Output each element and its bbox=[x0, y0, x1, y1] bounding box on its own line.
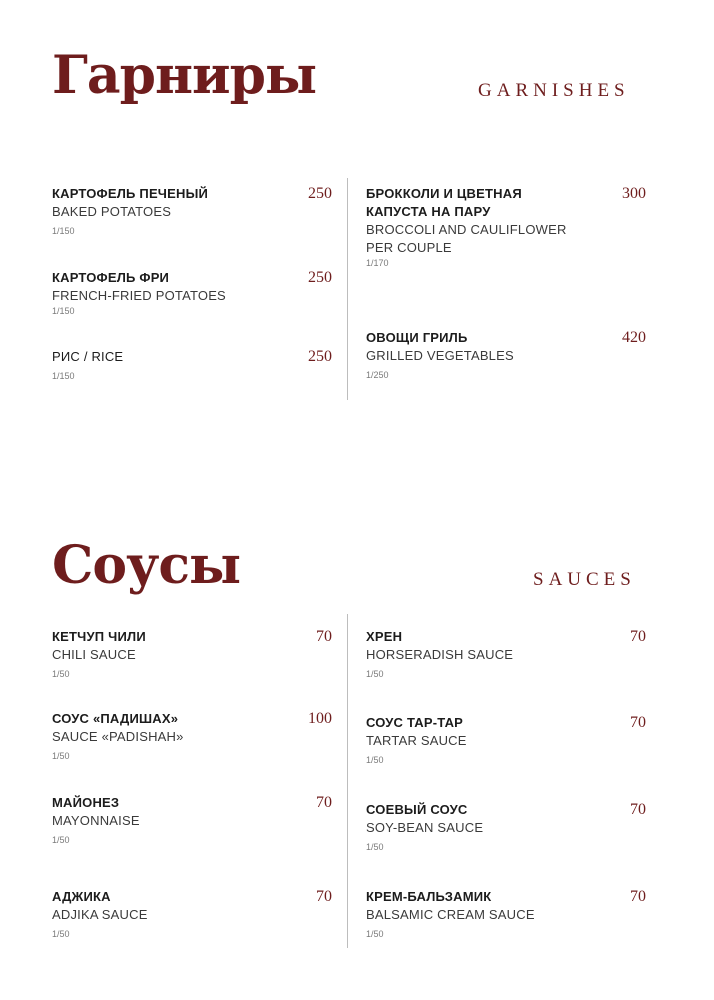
menu-item bbox=[52, 888, 332, 940]
item-name-en: MAYONNAISE bbox=[52, 813, 140, 828]
menu-item bbox=[366, 329, 646, 381]
menu-item bbox=[52, 185, 332, 237]
item-name-ru: СОУС ТАР-ТАР bbox=[366, 715, 464, 730]
item-name-ru: АДЖИКА bbox=[52, 889, 111, 904]
item-name-ru: МАЙОНЕЗ bbox=[52, 795, 120, 810]
item-name-en: BROCCOLI AND CAULIFLOWER PER COUPLE bbox=[366, 222, 567, 255]
item-name-ru: РИС / RICE bbox=[52, 349, 124, 364]
item-portion: 1/50 bbox=[366, 842, 384, 852]
item-name-en: BALSAMIC CREAM SAUCE bbox=[366, 907, 535, 922]
item-portion: 1/170 bbox=[366, 258, 389, 268]
item-price: 300 bbox=[622, 185, 646, 202]
sauces-title-en: SAUCES bbox=[533, 569, 636, 590]
menu-item bbox=[366, 888, 646, 940]
item-name-en: HORSERADISH SAUCE bbox=[366, 647, 514, 662]
menu-item bbox=[52, 710, 332, 762]
item-name-ru: СОУС «ПАДИШАХ» bbox=[52, 711, 179, 726]
item-name-ru: ОВОЩИ ГРИЛЬ bbox=[366, 330, 468, 345]
menu-item bbox=[52, 269, 332, 317]
menu-item bbox=[366, 801, 646, 853]
garnishes-column-divider bbox=[347, 178, 348, 400]
item-portion: 1/50 bbox=[52, 835, 70, 845]
item-price: 70 bbox=[630, 888, 646, 905]
item-portion: 1/50 bbox=[52, 669, 70, 679]
item-portion: 1/50 bbox=[366, 755, 384, 765]
garnishes-title-en: GARNISHES bbox=[478, 80, 630, 101]
item-name-ru: СОЕВЫЙ СОУС bbox=[366, 802, 468, 817]
item-portion: 1/150 bbox=[52, 226, 75, 236]
menu-item bbox=[366, 714, 646, 766]
item-price: 70 bbox=[316, 794, 332, 811]
item-portion: 1/50 bbox=[52, 751, 70, 761]
item-name-en: CHILI SAUCE bbox=[52, 647, 136, 662]
item-price: 70 bbox=[630, 714, 646, 731]
sauces-title-ru: Соусы bbox=[52, 535, 241, 596]
item-name-ru: ХРЕН bbox=[366, 629, 403, 644]
item-name-en: SOY-BEAN SAUCE bbox=[366, 820, 484, 835]
menu-item bbox=[52, 794, 332, 846]
item-price: 420 bbox=[622, 329, 646, 346]
item-name-en: BAKED POTATOES bbox=[52, 204, 172, 219]
item-portion: 1/250 bbox=[366, 370, 389, 380]
item-name-ru: КАРТОФЕЛЬ ПЕЧЕНЫЙ bbox=[52, 186, 209, 201]
item-name-en: ADJIKA SAUCE bbox=[52, 907, 148, 922]
item-portion: 1/150 bbox=[52, 306, 75, 316]
menu-item bbox=[366, 628, 646, 680]
item-price: 70 bbox=[630, 801, 646, 818]
item-portion: 1/50 bbox=[366, 929, 384, 939]
menu-item bbox=[366, 185, 646, 269]
item-name-en: TARTAR SAUCE bbox=[366, 733, 467, 748]
item-portion: 1/150 bbox=[52, 371, 75, 381]
item-price: 70 bbox=[316, 628, 332, 645]
item-price: 250 bbox=[308, 185, 332, 202]
item-name-ru: КАРТОФЕЛЬ ФРИ bbox=[52, 270, 170, 285]
menu-item bbox=[52, 348, 332, 382]
item-name-ru: КЕТЧУП ЧИЛИ bbox=[52, 629, 146, 644]
item-name-en: GRILLED VEGETABLES bbox=[366, 348, 514, 363]
item-portion: 1/50 bbox=[366, 669, 384, 679]
item-name-en: FRENCH-FRIED POTATOES bbox=[52, 288, 226, 303]
item-price: 250 bbox=[308, 348, 332, 365]
item-name-en: SAUCE «PADISHAH» bbox=[52, 729, 184, 744]
garnishes-title-ru: Гарниры bbox=[52, 45, 317, 106]
item-price: 250 bbox=[308, 269, 332, 286]
item-price: 70 bbox=[630, 628, 646, 645]
item-name-ru: КРЕМ-БАЛЬЗАМИК bbox=[366, 889, 492, 904]
menu-item bbox=[52, 628, 332, 680]
item-price: 70 bbox=[316, 888, 332, 905]
item-name-ru: БРОККОЛИ И ЦВЕТНАЯ КАПУСТА НА ПАРУ bbox=[366, 186, 522, 219]
sauces-column-divider bbox=[347, 614, 348, 948]
item-price: 100 bbox=[308, 710, 332, 727]
item-portion: 1/50 bbox=[52, 929, 70, 939]
